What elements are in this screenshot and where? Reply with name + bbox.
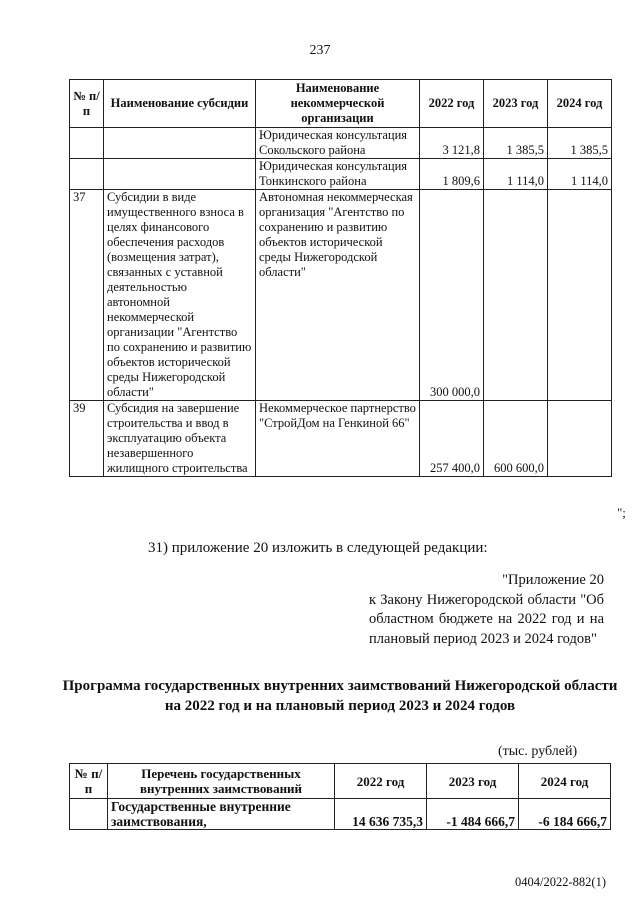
cell-num bbox=[70, 799, 108, 830]
header-2024: 2024 год bbox=[548, 80, 612, 128]
cell-2023: 600 600,0 bbox=[484, 401, 548, 477]
cell-num bbox=[70, 159, 104, 190]
cell-subsidy bbox=[104, 128, 256, 159]
cell-2022: 1 809,6 bbox=[420, 159, 484, 190]
cell-org: Автономная некоммерческая организация "Агентство по сохранению и развитию объектов исторической среды Нижегородской области" bbox=[256, 190, 420, 401]
cell-subsidy: Субсидии в виде имущественного взноса в целях финансового обеспечения расходов (возмещения затрат), связанных с уставной деятельностью автономной некоммерческой организации "Агентство по сохранению и развитию объектов исторической среды Нижегородской области" bbox=[104, 190, 256, 401]
header-2024: 2024 год bbox=[519, 764, 611, 799]
cell-org: Юридическая консультация Тонкинского района bbox=[256, 159, 420, 190]
cell-2022: 14 636 735,3 bbox=[335, 799, 427, 830]
page-number: 237 bbox=[309, 43, 331, 58]
cell-2022: 300 000,0 bbox=[420, 190, 484, 401]
appendix-heading bbox=[369, 571, 604, 649]
cell-subsidy: Субсидия на завершение строительства и ввод в эксплуатацию объекта незавершенного жилищного строительства bbox=[104, 401, 256, 477]
cell-2022: 257 400,0 bbox=[420, 401, 484, 477]
header-2023: 2023 год bbox=[427, 764, 519, 799]
cell-subsidy bbox=[104, 159, 256, 190]
units-label: (тыс. рублей) bbox=[498, 744, 578, 759]
cell-num: 39 bbox=[70, 401, 104, 477]
table-row bbox=[70, 190, 612, 401]
cell-2023 bbox=[484, 190, 548, 401]
table-row bbox=[70, 799, 611, 830]
cell-2024: -6 184 666,7 bbox=[519, 799, 611, 830]
cell-2024 bbox=[548, 401, 612, 477]
cell-2022: 3 121,8 bbox=[420, 128, 484, 159]
table-row bbox=[70, 128, 612, 159]
cell-org: Юридическая консультация Сокольского района bbox=[256, 128, 420, 159]
cell-name: Государственные внутренние заимствования, bbox=[108, 799, 335, 830]
header-list: Перечень государственных внутренних заимствований bbox=[108, 764, 335, 799]
cell-num bbox=[70, 128, 104, 159]
document-code: 0404/2022-882(1) bbox=[515, 875, 606, 889]
amendment-item-31: 31) приложение 20 изложить в следующей редакции: bbox=[148, 540, 488, 556]
header-2022: 2022 год bbox=[420, 80, 484, 128]
header-org: Наименование некоммерческой организации bbox=[256, 80, 420, 128]
header-2023: 2023 год bbox=[484, 80, 548, 128]
closing-quote: "; bbox=[617, 505, 626, 520]
header-num: № п/п bbox=[70, 764, 108, 799]
cell-2024: 1 114,0 bbox=[548, 159, 612, 190]
cell-2024: 1 385,5 bbox=[548, 128, 612, 159]
cell-num: 37 bbox=[70, 190, 104, 401]
header-subsidy: Наименование субсидии bbox=[104, 80, 256, 128]
table-row bbox=[70, 401, 612, 477]
borrowings-table bbox=[69, 763, 611, 830]
table-header-row bbox=[70, 80, 612, 128]
header-num: № п/п bbox=[70, 80, 104, 128]
cell-org: Некоммерческое партнерство "СтройДом на Генкиной 66" bbox=[256, 401, 420, 477]
subsidies-table bbox=[69, 79, 612, 477]
appendix-number: "Приложение 20 bbox=[502, 572, 604, 588]
program-title: Программа государственных внутренних заимствований Нижегородской области на 2022 год и на плановый период 2023 и 2024 годов bbox=[62, 678, 618, 714]
header-2022: 2022 год bbox=[335, 764, 427, 799]
cell-2023: 1 114,0 bbox=[484, 159, 548, 190]
table-row bbox=[70, 159, 612, 190]
table-header-row bbox=[70, 764, 611, 799]
cell-2023: -1 484 666,7 bbox=[427, 799, 519, 830]
appendix-reference: к Закону Нижегородской области "Об областном бюджете на 2022 год и на плановый период 2023 и 2024 годов" bbox=[369, 591, 604, 647]
cell-2023: 1 385,5 bbox=[484, 128, 548, 159]
cell-2024 bbox=[548, 190, 612, 401]
